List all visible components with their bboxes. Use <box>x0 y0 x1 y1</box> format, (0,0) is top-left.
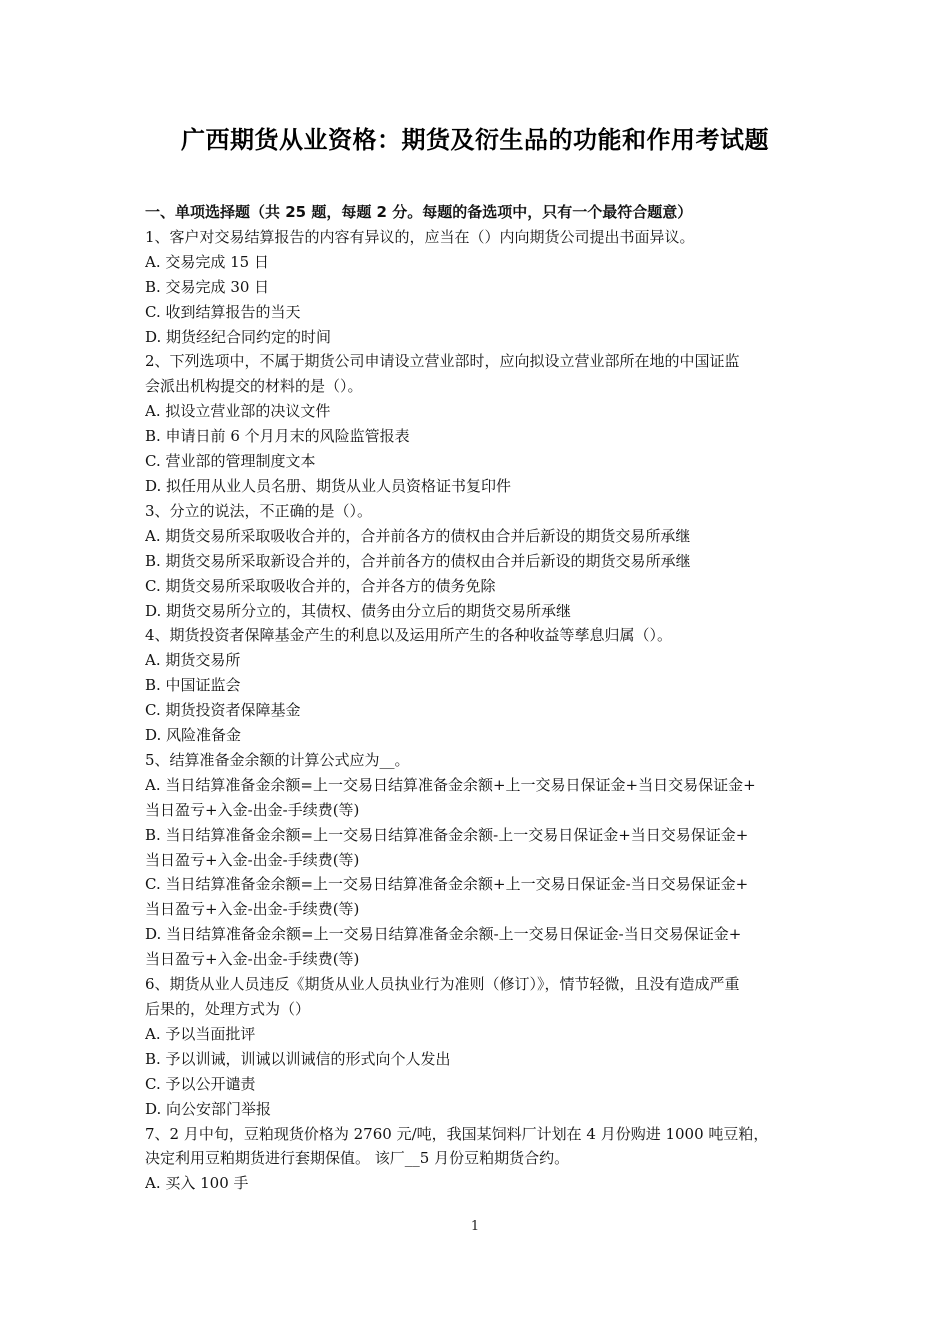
text-line: A. 予以当面批评 <box>145 1024 256 1043</box>
page-number: 1 <box>470 1219 480 1234</box>
text-line: 7、2 月中旬，豆粕现货价格为 2760 元/吨，我国某饲料厂计划在 4 月份购进 1000 吨豆粕， <box>145 1124 769 1143</box>
text-line: D. 当日结算准备金余额=上一交易日结算准备金余额-上一交易日保证金-当日交易保证金+ <box>145 925 742 944</box>
text-line: 当日盈亏+入金-出金-手续费(等) <box>145 900 360 919</box>
text-line: A. 当日结算准备金余额=上一交易日结算准备金余额+上一交易日保证金+当日交易保证金+ <box>145 775 756 794</box>
text-line: B. 当日结算准备金余额=上一交易日结算准备金余额-上一交易日保证金+当日交易保证金+ <box>145 825 749 844</box>
text-line: 1、客户对交易结算报告的内容有异议的，应当在（）内向期货公司提出书面异议。 <box>145 227 695 246</box>
text-line: B. 交易完成 30 日 <box>145 277 270 296</box>
text-line: 6、期货从业人员违反《期货从业人员执业行为准则（修订）》，情节轻微，且没有造成严重 <box>145 975 740 994</box>
text-line: 4、期货投资者保障基金产生的利息以及运用所产生的各种收益等孳息归属（）。 <box>145 626 673 645</box>
section-heading: 一、单项选择题（共 25 题，每题 2 分。每题的备选项中，只有一个最符合题意） <box>145 203 693 221</box>
text-line: C. 予以公开谴责 <box>145 1074 256 1093</box>
text-line: 后果的，处理方式为（） <box>145 1000 311 1018</box>
text-line: B. 中国证监会 <box>145 676 241 695</box>
text-line: D. 期货经纪合同约定的时间 <box>145 327 332 346</box>
text-line: 决定利用豆粕期货进行套期保值。 该厂__5 月份豆粕期货合约。 <box>145 1149 570 1168</box>
text-line: A. 拟设立营业部的决议文件 <box>145 402 331 421</box>
text-line: 3、分立的说法，不正确的是（）。 <box>145 501 373 520</box>
text-line: D. 拟任用从业人员名册、期货从业人员资格证书复印件 <box>145 476 512 495</box>
text-line: C. 收到结算报告的当天 <box>145 302 301 321</box>
text-line: A. 交易完成 15 日 <box>145 252 269 271</box>
document-title: 广西期货从业资格：期货及衍生品的功能和作用考试题 <box>181 126 769 154</box>
text-line: 当日盈亏+入金-出金-手续费(等) <box>145 950 360 969</box>
text-line: A. 期货交易所采取吸收合并的，合并前各方的债权由合并后新设的期货交易所承继 <box>145 526 691 545</box>
text-line: C. 期货交易所采取吸收合并的，合并各方的债务免除 <box>145 576 496 595</box>
text-line: B. 予以训诫，训诫以训诫信的形式向个人发出 <box>145 1049 451 1068</box>
text-line: C. 期货投资者保障基金 <box>145 701 301 720</box>
text-line: 2、下列选项中，不属于期货公司申请设立营业部时，应向拟设立营业部所在地的中国证监 <box>145 352 740 371</box>
text-line: D. 期货交易所分立的，其债权、债务由分立后的期货交易所承继 <box>145 601 572 620</box>
text-line: D. 向公安部门举报 <box>145 1099 272 1118</box>
text-line: A. 期货交易所 <box>145 651 241 670</box>
text-line: 当日盈亏+入金-出金-手续费(等) <box>145 800 360 819</box>
text-line: 当日盈亏+入金-出金-手续费(等) <box>145 850 360 869</box>
text-line: 5、结算准备金余额的计算公式应为__。 <box>145 750 410 769</box>
text-line: A. 买入 100 手 <box>145 1174 249 1193</box>
text-line: C. 营业部的管理制度文本 <box>145 452 316 471</box>
document-body <box>145 200 815 1196</box>
text-line: B. 申请日前 6 个月月末的风险监管报表 <box>145 427 410 446</box>
text-line: D. 风险准备金 <box>145 726 242 745</box>
text-line: 会派出机构提交的材料的是（）。 <box>145 377 363 396</box>
text-line: B. 期货交易所采取新设合并的，合并前各方的债权由合并后新设的期货交易所承继 <box>145 551 691 570</box>
text-line: C. 当日结算准备金余额=上一交易日结算准备金余额+上一交易日保证金-当日交易保证金+ <box>145 875 749 894</box>
